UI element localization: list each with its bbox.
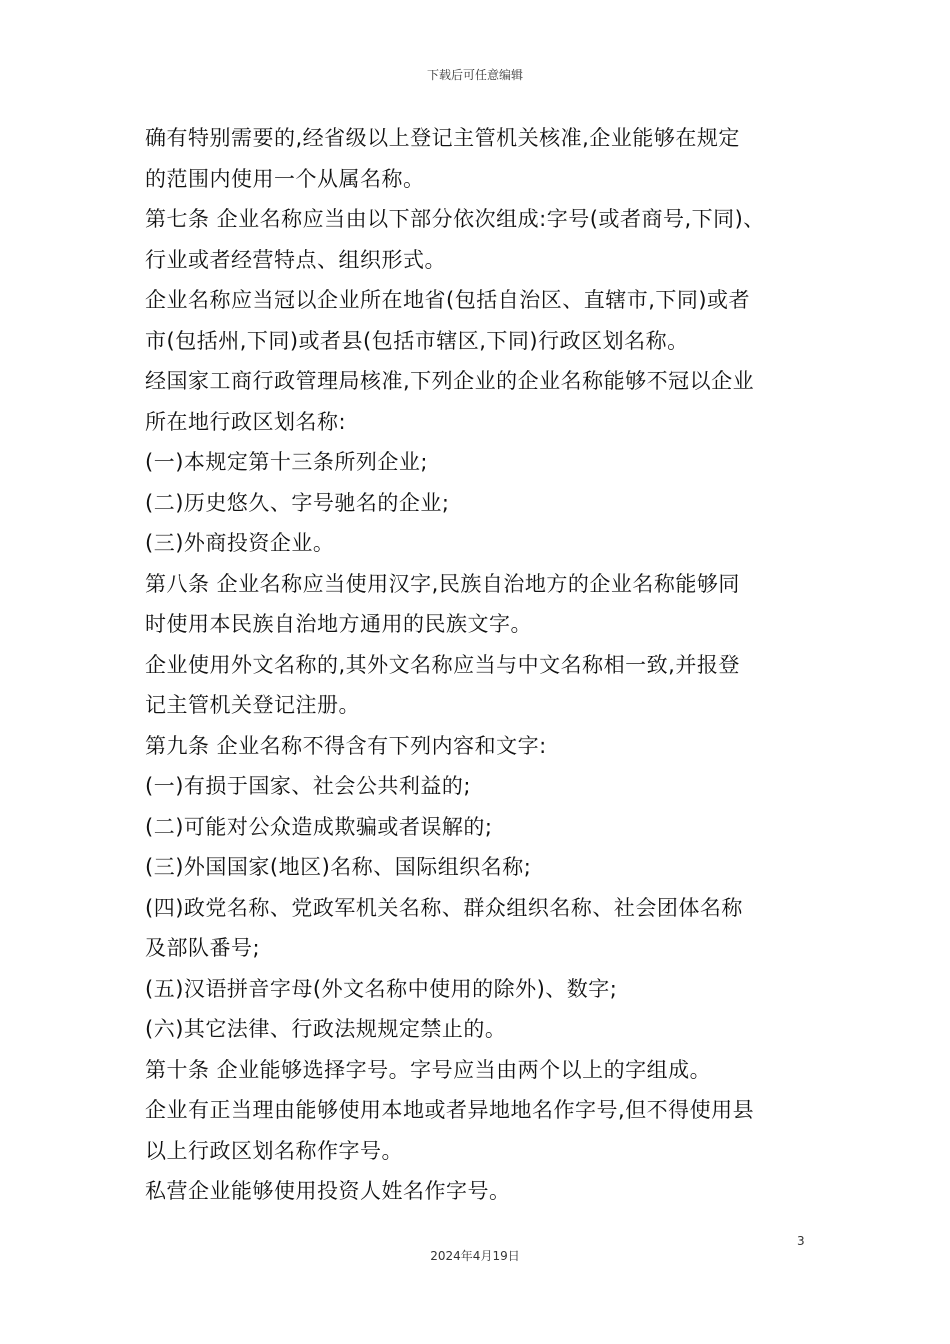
text-line: (二)历史悠久、字号驰名的企业; — [145, 490, 450, 515]
footer-date: 2024年4月19日 — [430, 1249, 520, 1263]
text-line: (一)本规定第十三条所列企业; — [145, 450, 428, 474]
text-line: 第八条 企业名称应当使用汉字,民族自治地方的企业名称能够同 — [145, 571, 740, 596]
text-line: (三)外国国家(地区)名称、国际组织名称; — [145, 855, 532, 879]
text-line: (六)其它法律、行政法规规定禁止的。 — [145, 1017, 507, 1041]
text-line: 第九条 企业名称不得含有下列内容和文字: — [145, 733, 547, 758]
text-line: (一)有损于国家、社会公共利益的; — [145, 774, 471, 798]
text-line: (五)汉语拼音字母(外文名称中使用的除外)、数字; — [145, 976, 618, 1001]
document-body — [145, 118, 835, 1212]
text-line: 私营企业能够使用投资人姓名作字号。 — [145, 1179, 511, 1203]
text-line: 企业使用外文名称的,其外文名称应当与中文名称相一致,并报登 — [145, 652, 740, 677]
text-line: 记主管机关登记注册。 — [145, 693, 360, 717]
text-line: (三)外商投资企业。 — [145, 531, 335, 555]
text-line: 第七条 企业名称应当由以下部分依次组成:字号(或者商号,下同)、 — [145, 207, 765, 231]
text-line: 时使用本民族自治地方通用的民族文字。 — [145, 612, 532, 636]
page-number: 3 — [797, 1234, 805, 1248]
text-line: 行业或者经营特点、组织形式。 — [145, 247, 446, 272]
text-line: 经国家工商行政管理局核准,下列企业的企业名称能够不冠以企业 — [145, 369, 755, 393]
text-line: 以上行政区划名称作字号。 — [145, 1138, 403, 1163]
text-line: 企业名称应当冠以企业所在地省(包括自治区、直辖市,下同)或者 — [145, 288, 751, 312]
text-line: 所在地行政区划名称: — [145, 409, 347, 434]
text-line: 企业有正当理由能够使用本地或者异地地名作字号,但不得使用县 — [145, 1098, 755, 1122]
text-line: (二)可能对公众造成欺骗或者误解的; — [145, 814, 493, 839]
text-line: 的范围内使用一个从属名称。 — [145, 166, 425, 191]
text-line: 及部队番号; — [145, 936, 261, 960]
text-line: 确有特别需要的,经省级以上登记主管机关核准,企业能够在规定 — [145, 126, 740, 150]
text-line: 市(包括州,下同)或者县(包括市辖区,下同)行政区划名称。 — [145, 328, 689, 353]
page-header: 下载后可任意编辑 — [426, 68, 523, 82]
text-line: (四)政党名称、党政军机关名称、群众组织名称、社会团体名称 — [145, 895, 743, 920]
text-line: 第十条 企业能够选择字号。字号应当由两个以上的字组成。 — [145, 1057, 712, 1082]
